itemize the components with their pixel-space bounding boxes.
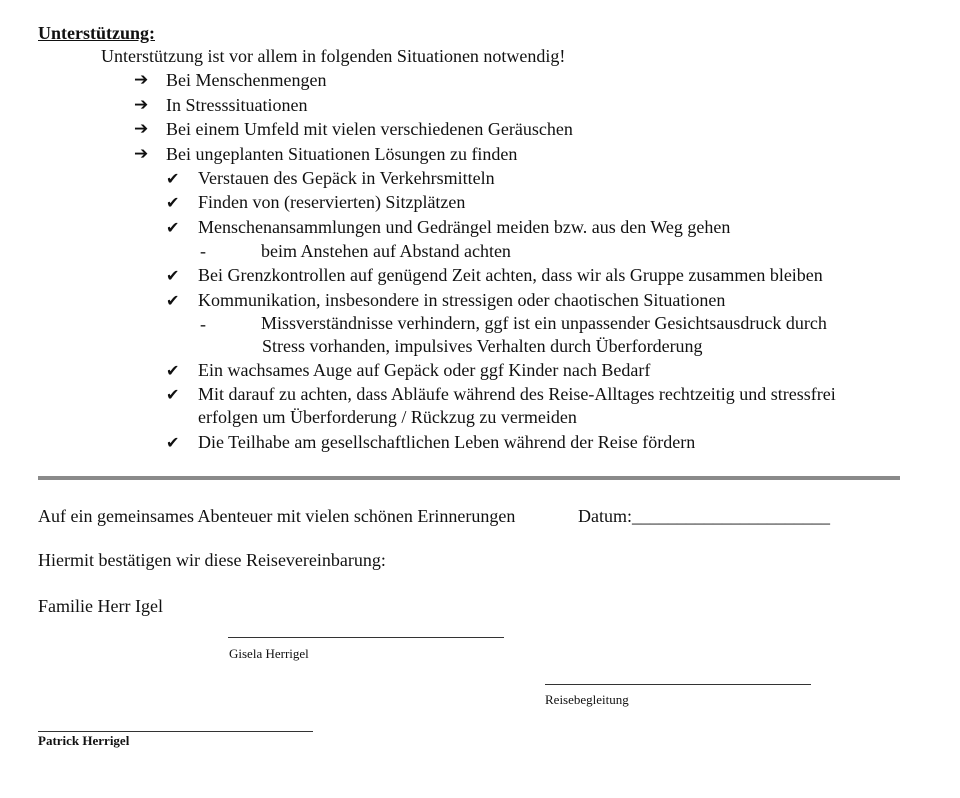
check-list-item: Finden von (reservierten) Sitzplätzen [198, 192, 466, 212]
check-list-item: Menschenansammlungen und Gedrängel meiden bzw. aus den Weg gehen [198, 217, 731, 237]
dash-bullet: - [200, 314, 206, 334]
arrow-right-icon: ➔ [134, 119, 149, 139]
check-list-item: Ein wachsames Auge auf Gepäck oder ggf Kinder nach Bedarf [198, 360, 651, 380]
check-mark-icon: ✔ [166, 361, 180, 380]
check-mark-icon: ✔ [166, 385, 180, 404]
check-list-item: Mit darauf zu achten, dass Abläufe während des Reise-Alltages rechtzeitig und stressfrei [198, 384, 836, 404]
check-list-item: Die Teilhabe am gesellschaftlichen Leben während der Reise fördern [198, 432, 696, 452]
signature-name: Patrick Herrigel [38, 733, 130, 748]
section-divider [38, 476, 900, 480]
confirmation-text: Hiermit bestätigen wir diese Reisevereinbarung: [38, 550, 386, 570]
arrow-list-item: Bei einem Umfeld mit vielen verschiedenen Geräuschen [166, 119, 573, 139]
date-field: Datum:______________________ [578, 506, 830, 526]
dash-list-item: beim Anstehen auf Abstand achten [261, 241, 511, 261]
signature-line [38, 731, 313, 732]
arrow-right-icon: ➔ [134, 70, 149, 90]
arrow-list-item: Bei ungeplanten Situationen Lösungen zu finden [166, 144, 518, 164]
check-mark-icon: ✔ [166, 169, 180, 188]
signature-name: Gisela Herrigel [229, 646, 309, 661]
signature-line [545, 684, 811, 685]
arrow-list-item: In Stresssituationen [166, 95, 308, 115]
intro-text: Unterstützung ist vor allem in folgenden Situationen notwendig! [101, 46, 566, 66]
check-mark-icon: ✔ [166, 266, 180, 285]
arrow-right-icon: ➔ [134, 144, 149, 164]
arrow-right-icon: ➔ [134, 95, 149, 115]
check-list-item-continued: erfolgen um Überforderung / Rückzug zu vermeiden [198, 407, 577, 427]
dash-list-item: Missverständnisse verhindern, ggf ist ein unpassender Gesichtsausdruck durch [261, 313, 827, 333]
dash-list-item-continued: Stress vorhanden, impulsives Verhalten durch Überforderung [262, 336, 703, 356]
signature-line [228, 637, 504, 638]
arrow-list-item: Bei Menschenmengen [166, 70, 327, 90]
check-mark-icon: ✔ [166, 291, 180, 310]
check-list-item: Bei Grenzkontrollen auf genügend Zeit achten, dass wir als Gruppe zusammen bleiben [198, 265, 823, 285]
signature-name: Reisebegleitung [545, 692, 629, 707]
check-mark-icon: ✔ [166, 433, 180, 452]
check-list-item: Verstauen des Gepäck in Verkehrsmitteln [198, 168, 495, 188]
check-mark-icon: ✔ [166, 218, 180, 237]
family-label: Familie Herr Igel [38, 596, 163, 616]
check-list-item: Kommunikation, insbesondere in stressigen oder chaotischen Situationen [198, 290, 726, 310]
dash-bullet: - [200, 241, 206, 261]
check-mark-icon: ✔ [166, 193, 180, 212]
closing-text: Auf ein gemeinsames Abenteuer mit vielen schönen Erinnerungen [38, 506, 516, 526]
section-heading: Unterstützung: [38, 23, 155, 43]
